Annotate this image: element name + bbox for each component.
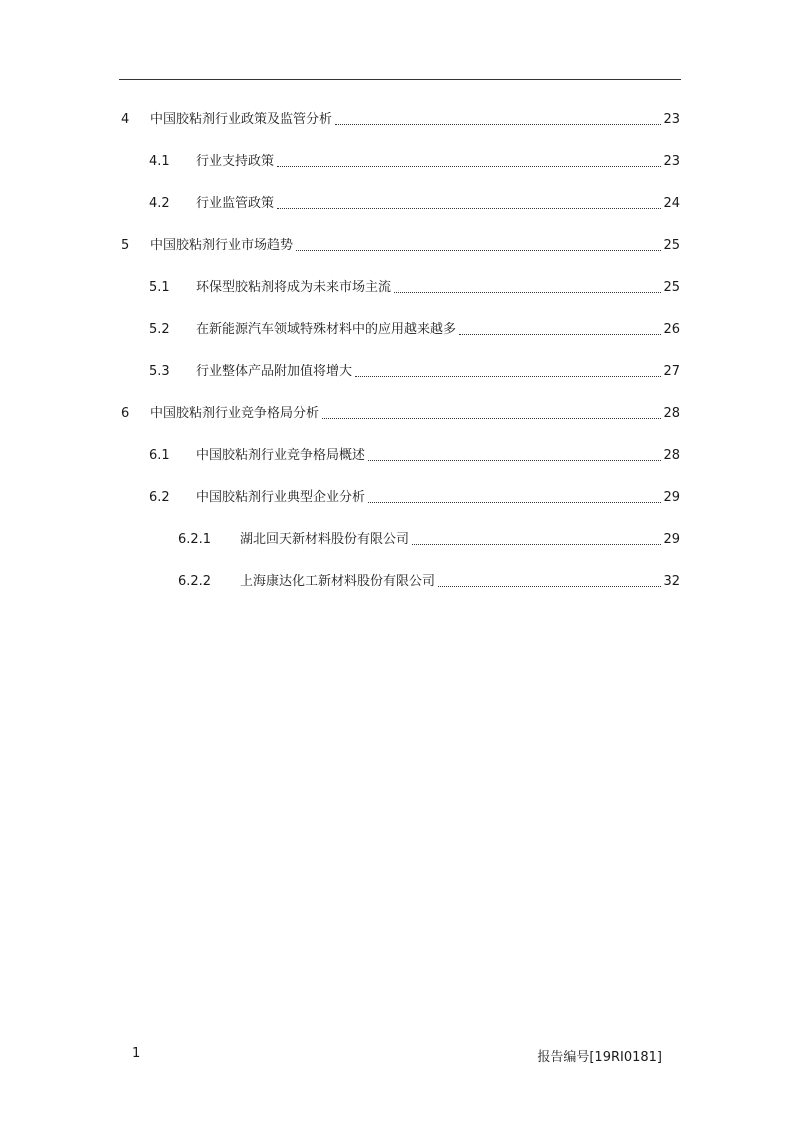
- toc-entry-6[interactable]: [121, 402, 680, 422]
- toc-entry-6-1[interactable]: [149, 444, 680, 464]
- toc-entry-title: 中国胶粘剂行业典型企业分析: [196, 490, 366, 505]
- toc-entry-page: 28: [663, 448, 680, 463]
- toc-entry-page: 26: [663, 322, 680, 337]
- dot-leader: [296, 250, 661, 251]
- dot-leader: [368, 460, 661, 461]
- toc-entry-number: 6.2.2: [178, 574, 212, 589]
- toc-entry-number: 5.1: [149, 280, 170, 295]
- toc-entry-number: 4: [121, 112, 130, 127]
- toc-entry-4-2[interactable]: [149, 192, 680, 212]
- toc-entry-page: 29: [663, 532, 680, 547]
- toc-entry-title: 行业监管政策: [196, 196, 275, 211]
- toc-entry-4[interactable]: [121, 108, 680, 128]
- toc-entry-5[interactable]: [121, 234, 680, 254]
- footer-report-code: 报告编号[19RI0181]: [537, 1050, 662, 1065]
- toc-entry-page: 23: [663, 112, 680, 127]
- toc-entry-title: 湖北回天新材料股份有限公司: [240, 532, 410, 547]
- toc-entry-number: 5: [121, 238, 130, 253]
- toc-entry-page: 23: [663, 154, 680, 169]
- dot-leader: [394, 292, 661, 293]
- dot-leader: [355, 376, 661, 377]
- header-rule: [119, 79, 681, 80]
- toc-entry-5-2[interactable]: [149, 318, 680, 338]
- toc-entry-page: 28: [663, 406, 680, 421]
- toc-entry-page: 25: [663, 238, 680, 253]
- toc-entry-number: 6: [121, 406, 130, 421]
- toc-entry-page: 25: [663, 280, 680, 295]
- toc-entry-page: 27: [663, 364, 680, 379]
- toc-entry-title: 中国胶粘剂行业市场趋势: [150, 238, 294, 253]
- toc-entry-number: 5.2: [149, 322, 170, 337]
- toc-entry-6-2[interactable]: [149, 486, 680, 506]
- toc-entry-page: 29: [663, 490, 680, 505]
- toc-entry-title: 中国胶粘剂行业政策及监管分析: [150, 112, 333, 127]
- dot-leader: [368, 502, 661, 503]
- toc-entry-title: 中国胶粘剂行业竞争格局概述: [196, 448, 366, 463]
- footer-page-number: 1: [132, 1046, 141, 1061]
- toc-entry-5-1[interactable]: [149, 276, 680, 296]
- toc-entry-number: 6.1: [149, 448, 170, 463]
- toc-entry-4-1[interactable]: [149, 150, 680, 170]
- toc-entry-number: 6.2.1: [178, 532, 212, 547]
- dot-leader: [277, 208, 661, 209]
- toc-entry-6-2-2[interactable]: [178, 570, 680, 590]
- dot-leader: [277, 166, 661, 167]
- toc-entry-page: 24: [663, 196, 680, 211]
- toc-entry-title: 在新能源汽车领域特殊材料中的应用越来越多: [196, 322, 457, 337]
- toc-entry-title: 行业整体产品附加值将增大: [196, 364, 353, 379]
- toc-entry-number: 6.2: [149, 490, 170, 505]
- toc-entry-number: 4.1: [149, 154, 170, 169]
- toc-entry-title: 环保型胶粘剂将成为未来市场主流: [196, 280, 392, 295]
- dot-leader: [322, 418, 661, 419]
- toc-entry-number: 5.3: [149, 364, 170, 379]
- dot-leader: [438, 586, 661, 587]
- toc-entry-title: 中国胶粘剂行业竞争格局分析: [150, 406, 320, 421]
- dot-leader: [459, 334, 661, 335]
- toc-entry-title: 行业支持政策: [196, 154, 275, 169]
- toc-entry-number: 4.2: [149, 196, 170, 211]
- toc-entry-title: 上海康达化工新材料股份有限公司: [240, 574, 436, 589]
- toc-entry-page: 32: [663, 574, 680, 589]
- dot-leader: [412, 544, 661, 545]
- dot-leader: [335, 124, 661, 125]
- toc-entry-5-3[interactable]: [149, 360, 680, 380]
- toc-entry-6-2-1[interactable]: [178, 528, 680, 548]
